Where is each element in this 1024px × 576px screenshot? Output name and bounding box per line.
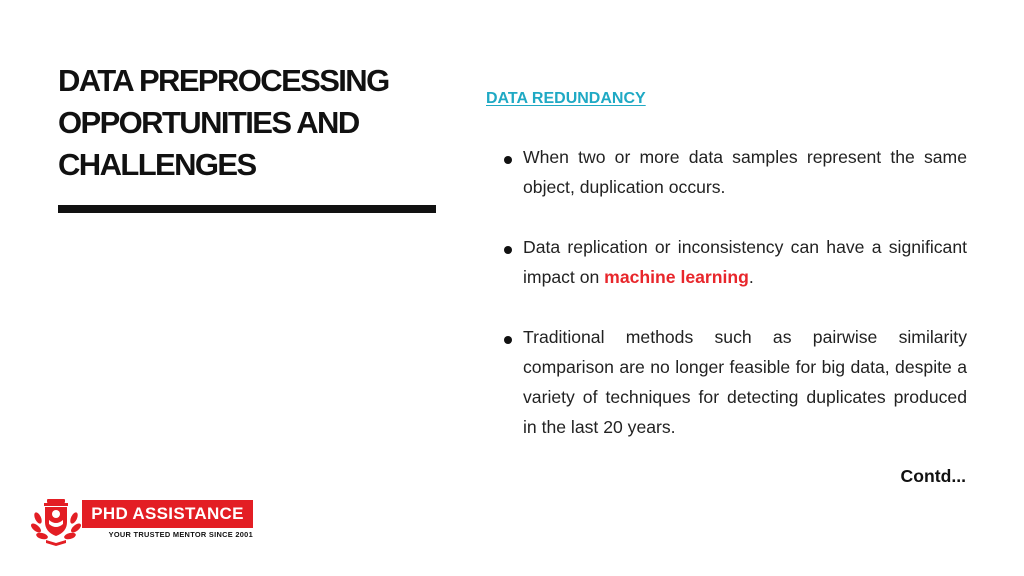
title-underline-divider: [58, 205, 436, 213]
bullet-dot-icon: [504, 156, 512, 164]
slide-title-line: DATA PREPROCESSING: [58, 63, 389, 98]
bullet-text: When two or more data samples represent the same object, duplication occurs.: [523, 147, 967, 197]
bullet-item: [504, 322, 967, 442]
slide-title-line: OPPORTUNITIES AND: [58, 105, 359, 140]
laurel-crest-icon: [30, 496, 82, 546]
bullet-text: Data replication or inconsistency can have a significant impact on: [523, 237, 967, 287]
phd-assistance-logo[interactable]: [30, 496, 254, 546]
slide-title: [58, 60, 448, 186]
bullet-text-end: .: [748, 267, 754, 287]
bullet-highlight-text: machine learning: [604, 267, 749, 287]
section-heading-link[interactable]: DATA REDUNDANCY: [486, 90, 646, 107]
bullet-dot-icon: [504, 246, 512, 254]
bullet-dot-icon: [504, 336, 512, 344]
bullet-item: [504, 142, 967, 202]
slide-title-line: CHALLENGES: [58, 147, 256, 182]
bullet-item: [504, 232, 967, 292]
bullet-text: Traditional methods such as pairwise similarity comparison are no longer feasible for big data, despite a variety of techniques for detecting duplicates produced in the last 20 years.: [523, 327, 967, 437]
bullet-list: [504, 142, 967, 442]
logo-brand-name: PHD ASSISTANCE: [82, 500, 253, 528]
continued-label: Contd...: [900, 466, 966, 486]
logo-tagline: YOUR TRUSTED MENTOR SINCE 2001: [108, 530, 253, 539]
